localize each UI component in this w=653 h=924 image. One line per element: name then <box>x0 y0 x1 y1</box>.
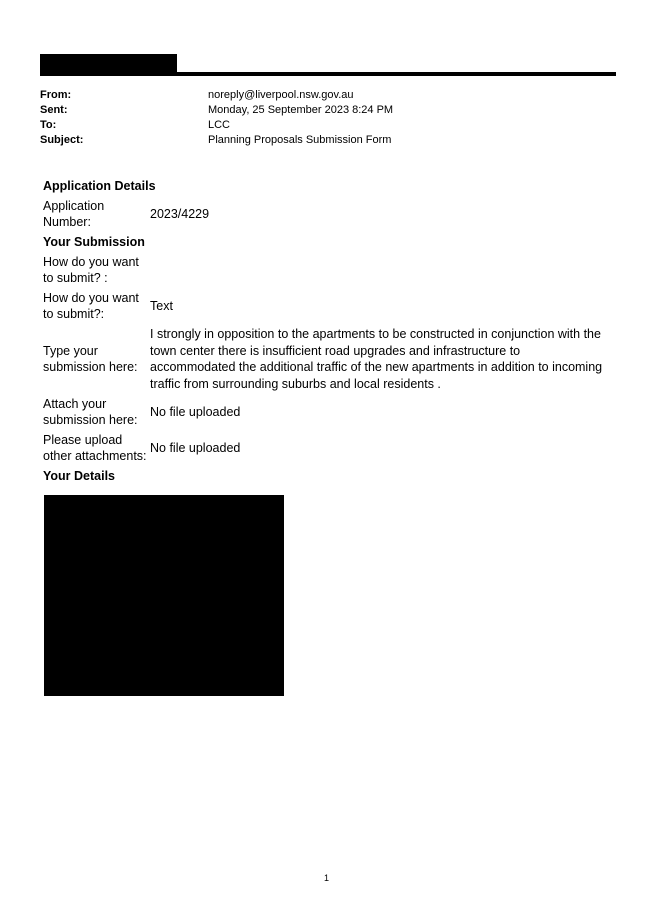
submission-form <box>43 176 608 488</box>
attach-submission-label: Attach your submission here: <box>43 397 138 427</box>
to-label: To: <box>40 119 57 131</box>
application-number-label: Application Number: <box>43 199 105 229</box>
from-value: noreply@liverpool.nsw.gov.au <box>208 89 354 101</box>
your-submission-heading: Your Submission <box>43 235 145 249</box>
to-row <box>40 118 600 133</box>
header-rule <box>40 72 616 76</box>
how-submit-row-2 <box>43 290 608 322</box>
type-submission-row <box>43 326 608 392</box>
page-number: 1 <box>323 873 329 883</box>
how-submit-value-2: Text <box>150 298 173 313</box>
how-submit-label-1: How do you want to submit? : <box>43 255 139 285</box>
email-header <box>40 88 600 148</box>
subject-row <box>40 133 600 148</box>
other-attachments-row <box>43 432 608 464</box>
redacted-sender-name <box>40 54 177 74</box>
application-details-heading: Application Details <box>43 179 156 193</box>
other-attachments-value: No file uploaded <box>150 440 241 455</box>
type-submission-label: Type your submission here: <box>43 344 138 374</box>
sent-value: Monday, 25 September 2023 8:24 PM <box>208 104 394 116</box>
application-number-value: 2023/4229 <box>150 206 210 221</box>
other-attachments-label: Please upload other attachments: <box>43 433 147 463</box>
attach-submission-value: No file uploaded <box>150 404 241 419</box>
attach-submission-row <box>43 396 608 428</box>
subject-label: Subject: <box>40 134 84 146</box>
to-value: LCC <box>208 119 231 131</box>
redacted-personal-details <box>44 495 284 696</box>
your-details-heading: Your Details <box>43 469 116 483</box>
sent-row <box>40 103 600 118</box>
how-submit-row-1 <box>43 254 608 286</box>
type-submission-value: I strongly in opposition to the apartments to be constructed in conjunction with the town center there is insufficient road upgrades and infrastructure to accommodated the additional traffic of the new apartments in addition to incoming traffic from surrounding suburbs and local residents . <box>150 327 603 391</box>
from-label: From: <box>40 89 72 101</box>
subject-value: Planning Proposals Submission Form <box>208 134 392 146</box>
from-row <box>40 88 600 103</box>
sent-label: Sent: <box>40 104 68 116</box>
application-number-row <box>43 198 608 230</box>
how-submit-label-2: How do you want to submit?: <box>43 291 139 321</box>
